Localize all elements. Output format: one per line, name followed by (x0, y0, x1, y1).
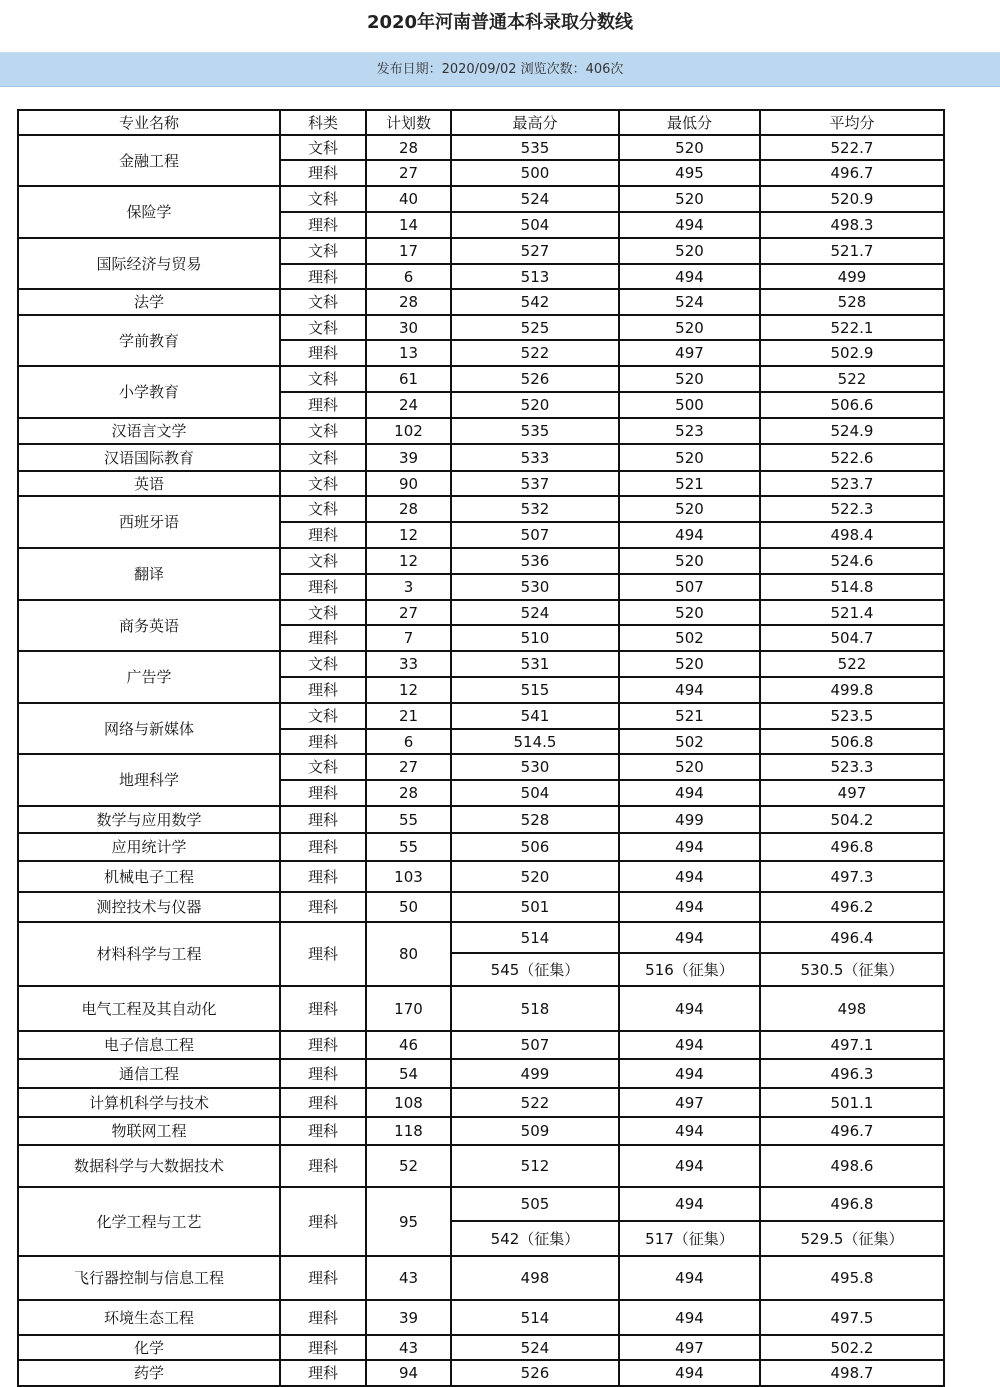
category-cell: 理科 (280, 833, 366, 861)
min-score-cell: 507 (619, 574, 760, 600)
major-name-cell: 保险学 (18, 186, 280, 238)
header-avg: 平均分 (760, 110, 944, 135)
min-score-cell: 520 (619, 496, 760, 522)
major-name-cell: 金融工程 (18, 135, 280, 186)
min-score-cell: 520 (619, 754, 760, 780)
major-name-cell: 药学 (18, 1360, 280, 1386)
avg-score-cell: 506.8 (760, 729, 944, 754)
table-header-row (18, 110, 944, 135)
major-name-cell: 机械电子工程 (18, 861, 280, 892)
category-cell: 文科 (280, 754, 366, 780)
table-row (18, 806, 944, 833)
min-score-cell: 520 (619, 548, 760, 574)
table-row (18, 1088, 944, 1117)
score-table (17, 109, 945, 1387)
plan-count-cell: 55 (366, 833, 451, 861)
avg-score-cell: 522.7 (760, 135, 944, 160)
category-cell: 理科 (280, 780, 366, 806)
category-cell: 文科 (280, 471, 366, 496)
major-name-cell: 英语 (18, 471, 280, 496)
min-score-cell: 494 (619, 1117, 760, 1145)
table-row (18, 471, 944, 496)
avg-score-cell: 514.8 (760, 574, 944, 600)
plan-count-cell: 102 (366, 418, 451, 444)
plan-count-cell: 12 (366, 677, 451, 703)
avg-score-cell: 499.8 (760, 677, 944, 703)
max-score-cell: 507 (451, 1031, 619, 1059)
plan-count-cell: 54 (366, 1059, 451, 1088)
table-row (18, 1335, 944, 1360)
table-row (18, 1031, 944, 1059)
plan-count-cell: 17 (366, 238, 451, 264)
avg-score-cell: 499 (760, 264, 944, 289)
avg-score-cell: 523.3 (760, 754, 944, 780)
table-row (18, 861, 944, 892)
max-score-cell: 514 (451, 1300, 619, 1335)
avg-score-cell: 496.2 (760, 892, 944, 922)
category-cell: 理科 (280, 729, 366, 754)
max-score-cell: 498 (451, 1256, 619, 1300)
max-score-cell: 501 (451, 892, 619, 922)
plan-count-cell: 28 (366, 289, 451, 315)
max-score-cell: 528 (451, 806, 619, 833)
avg-score-cell: 496.4 (760, 922, 944, 953)
plan-count-cell: 3 (366, 574, 451, 600)
avg-score-cell: 496.8 (760, 833, 944, 861)
major-name-cell: 飞行器控制与信息工程 (18, 1256, 280, 1300)
plan-count-cell: 46 (366, 1031, 451, 1059)
category-cell: 文科 (280, 186, 366, 212)
category-cell: 理科 (280, 625, 366, 651)
major-name-cell: 地理科学 (18, 754, 280, 806)
max-score-cell: 536 (451, 548, 619, 574)
min-score-cell: 520 (619, 651, 760, 677)
avg-score-cell: 504.2 (760, 806, 944, 833)
max-score-cell: 524 (451, 600, 619, 625)
avg-score-cell: 496.8 (760, 1187, 944, 1221)
major-name-cell: 电气工程及其自动化 (18, 986, 280, 1031)
avg-score-cell: 529.5（征集） (760, 1221, 944, 1256)
max-score-cell: 525 (451, 315, 619, 340)
plan-count-cell: 27 (366, 600, 451, 625)
plan-count-cell: 108 (366, 1088, 451, 1117)
category-cell: 文科 (280, 238, 366, 264)
header-plan: 计划数 (366, 110, 451, 135)
major-name-cell: 国际经济与贸易 (18, 238, 280, 289)
plan-count-cell: 39 (366, 444, 451, 471)
avg-score-cell: 522.6 (760, 444, 944, 471)
min-score-cell: 497 (619, 340, 760, 366)
plan-count-cell: 43 (366, 1335, 451, 1360)
major-name-cell: 应用统计学 (18, 833, 280, 861)
max-score-cell: 512 (451, 1145, 619, 1187)
plan-count-cell: 94 (366, 1360, 451, 1386)
max-score-cell: 530 (451, 754, 619, 780)
table-row (18, 315, 944, 340)
major-name-cell: 网络与新媒体 (18, 703, 280, 754)
category-cell: 理科 (280, 264, 366, 289)
major-name-cell: 电子信息工程 (18, 1031, 280, 1059)
major-name-cell: 计算机科学与技术 (18, 1088, 280, 1117)
table-row (18, 548, 944, 574)
max-score-cell: 504 (451, 780, 619, 806)
category-cell: 理科 (280, 1256, 366, 1300)
major-name-cell: 小学教育 (18, 366, 280, 418)
header-major: 专业名称 (18, 110, 280, 135)
category-cell: 理科 (280, 392, 366, 418)
plan-count-cell: 7 (366, 625, 451, 651)
table-row (18, 892, 944, 922)
major-name-cell: 数学与应用数学 (18, 806, 280, 833)
avg-score-cell: 498.4 (760, 522, 944, 548)
min-score-cell: 520 (619, 444, 760, 471)
header-min: 最低分 (619, 110, 760, 135)
min-score-cell: 494 (619, 833, 760, 861)
category-cell: 理科 (280, 1088, 366, 1117)
page-title: 2020年河南普通本科录取分数线 (366, 12, 634, 33)
max-score-cell: 506 (451, 833, 619, 861)
plan-count-cell: 52 (366, 1145, 451, 1187)
table-row (18, 496, 944, 522)
min-score-cell: 500 (619, 392, 760, 418)
avg-score-cell: 501.1 (760, 1088, 944, 1117)
plan-count-cell: 118 (366, 1117, 451, 1145)
major-name-cell: 物联网工程 (18, 1117, 280, 1145)
header-category: 科类 (280, 110, 366, 135)
category-cell: 理科 (280, 922, 366, 986)
major-name-cell: 翻译 (18, 548, 280, 600)
min-score-cell: 494 (619, 212, 760, 238)
category-cell: 理科 (280, 677, 366, 703)
min-score-cell: 502 (619, 625, 760, 651)
min-score-cell: 494 (619, 522, 760, 548)
category-cell: 理科 (280, 340, 366, 366)
major-name-cell: 通信工程 (18, 1059, 280, 1088)
avg-score-cell: 530.5（征集） (760, 953, 944, 986)
category-cell: 理科 (280, 1360, 366, 1386)
plan-count-cell: 30 (366, 315, 451, 340)
min-score-cell: 494 (619, 1187, 760, 1221)
avg-score-cell: 498.3 (760, 212, 944, 238)
plan-count-cell: 103 (366, 861, 451, 892)
category-cell: 理科 (280, 1187, 366, 1256)
min-score-cell: 495 (619, 160, 760, 186)
category-cell: 理科 (280, 1335, 366, 1360)
avg-score-cell: 521.7 (760, 238, 944, 264)
max-score-cell: 533 (451, 444, 619, 471)
avg-score-cell: 497.1 (760, 1031, 944, 1059)
plan-count-cell: 28 (366, 780, 451, 806)
table-row (18, 238, 944, 264)
avg-score-cell: 495.8 (760, 1256, 944, 1300)
min-score-cell: 494 (619, 1256, 760, 1300)
plan-count-cell: 95 (366, 1187, 451, 1256)
plan-count-cell: 12 (366, 522, 451, 548)
table-row (18, 135, 944, 160)
min-score-cell: 494 (619, 986, 760, 1031)
max-score-cell: 527 (451, 238, 619, 264)
max-score-cell: 507 (451, 522, 619, 548)
max-score-cell: 499 (451, 1059, 619, 1088)
plan-count-cell: 6 (366, 264, 451, 289)
min-score-cell: 521 (619, 703, 760, 729)
avg-score-cell: 528 (760, 289, 944, 315)
min-score-cell: 494 (619, 1059, 760, 1088)
category-cell: 理科 (280, 1117, 366, 1145)
table-row (18, 986, 944, 1031)
avg-score-cell: 496.7 (760, 160, 944, 186)
plan-count-cell: 43 (366, 1256, 451, 1300)
major-name-cell: 环境生态工程 (18, 1300, 280, 1335)
plan-count-cell: 39 (366, 1300, 451, 1335)
min-score-cell: 523 (619, 418, 760, 444)
min-score-cell: 494 (619, 1031, 760, 1059)
max-score-cell: 542（征集） (451, 1221, 619, 1256)
table-row (18, 600, 944, 625)
major-name-cell: 广告学 (18, 651, 280, 703)
plan-count-cell: 61 (366, 366, 451, 392)
category-cell: 文科 (280, 496, 366, 522)
table-row (18, 1300, 944, 1335)
max-score-cell: 515 (451, 677, 619, 703)
avg-score-cell: 523.5 (760, 703, 944, 729)
min-score-cell: 499 (619, 806, 760, 833)
max-score-cell: 522 (451, 1088, 619, 1117)
major-name-cell: 化学 (18, 1335, 280, 1360)
avg-score-cell: 502.2 (760, 1335, 944, 1360)
meta-bar (0, 52, 1000, 87)
min-score-cell: 520 (619, 315, 760, 340)
min-score-cell: 524 (619, 289, 760, 315)
category-cell: 理科 (280, 160, 366, 186)
category-cell: 理科 (280, 806, 366, 833)
avg-score-cell: 496.7 (760, 1117, 944, 1145)
max-score-cell: 532 (451, 496, 619, 522)
min-score-cell: 497 (619, 1088, 760, 1117)
min-score-cell: 520 (619, 135, 760, 160)
category-cell: 理科 (280, 986, 366, 1031)
plan-count-cell: 50 (366, 892, 451, 922)
major-name-cell: 法学 (18, 289, 280, 315)
category-cell: 文科 (280, 289, 366, 315)
max-score-cell: 537 (451, 471, 619, 496)
max-score-cell: 505 (451, 1187, 619, 1221)
max-score-cell: 524 (451, 1335, 619, 1360)
avg-score-cell: 522 (760, 366, 944, 392)
max-score-cell: 514.5 (451, 729, 619, 754)
max-score-cell: 530 (451, 574, 619, 600)
min-score-cell: 494 (619, 1360, 760, 1386)
max-score-cell: 524 (451, 186, 619, 212)
table-row (18, 1145, 944, 1187)
min-score-cell: 502 (619, 729, 760, 754)
avg-score-cell: 524.9 (760, 418, 944, 444)
max-score-cell: 510 (451, 625, 619, 651)
category-cell: 文科 (280, 315, 366, 340)
avg-score-cell: 496.3 (760, 1059, 944, 1088)
plan-count-cell: 14 (366, 212, 451, 238)
table-row (18, 418, 944, 444)
min-score-cell: 494 (619, 922, 760, 953)
table-row (18, 186, 944, 212)
major-name-cell: 商务英语 (18, 600, 280, 651)
avg-score-cell: 522.3 (760, 496, 944, 522)
table-row (18, 922, 944, 953)
table-row (18, 1187, 944, 1221)
table-row (18, 444, 944, 471)
avg-score-cell: 497.5 (760, 1300, 944, 1335)
plan-count-cell: 33 (366, 651, 451, 677)
min-score-cell: 516（征集） (619, 953, 760, 986)
major-name-cell: 材料科学与工程 (18, 922, 280, 986)
max-score-cell: 500 (451, 160, 619, 186)
max-score-cell: 531 (451, 651, 619, 677)
major-name-cell: 汉语国际教育 (18, 444, 280, 471)
category-cell: 理科 (280, 892, 366, 922)
max-score-cell: 520 (451, 861, 619, 892)
category-cell: 文科 (280, 135, 366, 160)
avg-score-cell: 522 (760, 651, 944, 677)
category-cell: 理科 (280, 1145, 366, 1187)
max-score-cell: 526 (451, 1360, 619, 1386)
category-cell: 文科 (280, 703, 366, 729)
table-row (18, 1117, 944, 1145)
max-score-cell: 542 (451, 289, 619, 315)
min-score-cell: 520 (619, 238, 760, 264)
min-score-cell: 520 (619, 600, 760, 625)
min-score-cell: 494 (619, 1145, 760, 1187)
plan-count-cell: 28 (366, 496, 451, 522)
plan-count-cell: 27 (366, 754, 451, 780)
header-max: 最高分 (451, 110, 619, 135)
min-score-cell: 521 (619, 471, 760, 496)
category-cell: 文科 (280, 366, 366, 392)
category-cell: 理科 (280, 1300, 366, 1335)
table-row (18, 289, 944, 315)
category-cell: 理科 (280, 1031, 366, 1059)
table-row (18, 1059, 944, 1088)
plan-count-cell: 21 (366, 703, 451, 729)
plan-count-cell: 55 (366, 806, 451, 833)
plan-count-cell: 80 (366, 922, 451, 986)
plan-count-cell: 90 (366, 471, 451, 496)
category-cell: 文科 (280, 444, 366, 471)
major-name-cell: 学前教育 (18, 315, 280, 366)
major-name-cell: 数据科学与大数据技术 (18, 1145, 280, 1187)
category-cell: 理科 (280, 212, 366, 238)
min-score-cell: 517（征集） (619, 1221, 760, 1256)
major-name-cell: 汉语言文学 (18, 418, 280, 444)
max-score-cell: 535 (451, 135, 619, 160)
plan-count-cell: 40 (366, 186, 451, 212)
min-score-cell: 494 (619, 264, 760, 289)
avg-score-cell: 506.6 (760, 392, 944, 418)
major-name-cell: 化学工程与工艺 (18, 1187, 280, 1256)
category-cell: 文科 (280, 600, 366, 625)
max-score-cell: 518 (451, 986, 619, 1031)
avg-score-cell: 498 (760, 986, 944, 1031)
avg-score-cell: 497.3 (760, 861, 944, 892)
min-score-cell: 494 (619, 780, 760, 806)
min-score-cell: 520 (619, 366, 760, 392)
plan-count-cell: 13 (366, 340, 451, 366)
plan-count-cell: 27 (366, 160, 451, 186)
min-score-cell: 497 (619, 1335, 760, 1360)
plan-count-cell: 24 (366, 392, 451, 418)
major-name-cell: 西班牙语 (18, 496, 280, 548)
min-score-cell: 520 (619, 186, 760, 212)
max-score-cell: 513 (451, 264, 619, 289)
category-cell: 文科 (280, 548, 366, 574)
plan-count-cell: 12 (366, 548, 451, 574)
publish-info: 发布日期：2020/09/02 浏览次数：406次 (376, 62, 624, 77)
max-score-cell: 509 (451, 1117, 619, 1145)
table-row (18, 1256, 944, 1300)
max-score-cell: 526 (451, 366, 619, 392)
max-score-cell: 545（征集） (451, 953, 619, 986)
max-score-cell: 541 (451, 703, 619, 729)
avg-score-cell: 504.7 (760, 625, 944, 651)
max-score-cell: 522 (451, 340, 619, 366)
min-score-cell: 494 (619, 1300, 760, 1335)
table-row (18, 1360, 944, 1386)
avg-score-cell: 498.7 (760, 1360, 944, 1386)
plan-count-cell: 28 (366, 135, 451, 160)
max-score-cell: 520 (451, 392, 619, 418)
category-cell: 文科 (280, 651, 366, 677)
category-cell: 理科 (280, 574, 366, 600)
max-score-cell: 514 (451, 922, 619, 953)
category-cell: 理科 (280, 1059, 366, 1088)
min-score-cell: 494 (619, 861, 760, 892)
min-score-cell: 494 (619, 892, 760, 922)
table-row (18, 754, 944, 780)
major-name-cell: 测控技术与仪器 (18, 892, 280, 922)
avg-score-cell: 522.1 (760, 315, 944, 340)
avg-score-cell: 523.7 (760, 471, 944, 496)
max-score-cell: 535 (451, 418, 619, 444)
table-row (18, 366, 944, 392)
category-cell: 文科 (280, 418, 366, 444)
avg-score-cell: 520.9 (760, 186, 944, 212)
table-row (18, 833, 944, 861)
avg-score-cell: 498.6 (760, 1145, 944, 1187)
avg-score-cell: 524.6 (760, 548, 944, 574)
avg-score-cell: 502.9 (760, 340, 944, 366)
plan-count-cell: 6 (366, 729, 451, 754)
min-score-cell: 494 (619, 677, 760, 703)
table-row (18, 703, 944, 729)
plan-count-cell: 170 (366, 986, 451, 1031)
avg-score-cell: 497 (760, 780, 944, 806)
table-row (18, 651, 944, 677)
avg-score-cell: 521.4 (760, 600, 944, 625)
category-cell: 理科 (280, 522, 366, 548)
max-score-cell: 504 (451, 212, 619, 238)
category-cell: 理科 (280, 861, 366, 892)
